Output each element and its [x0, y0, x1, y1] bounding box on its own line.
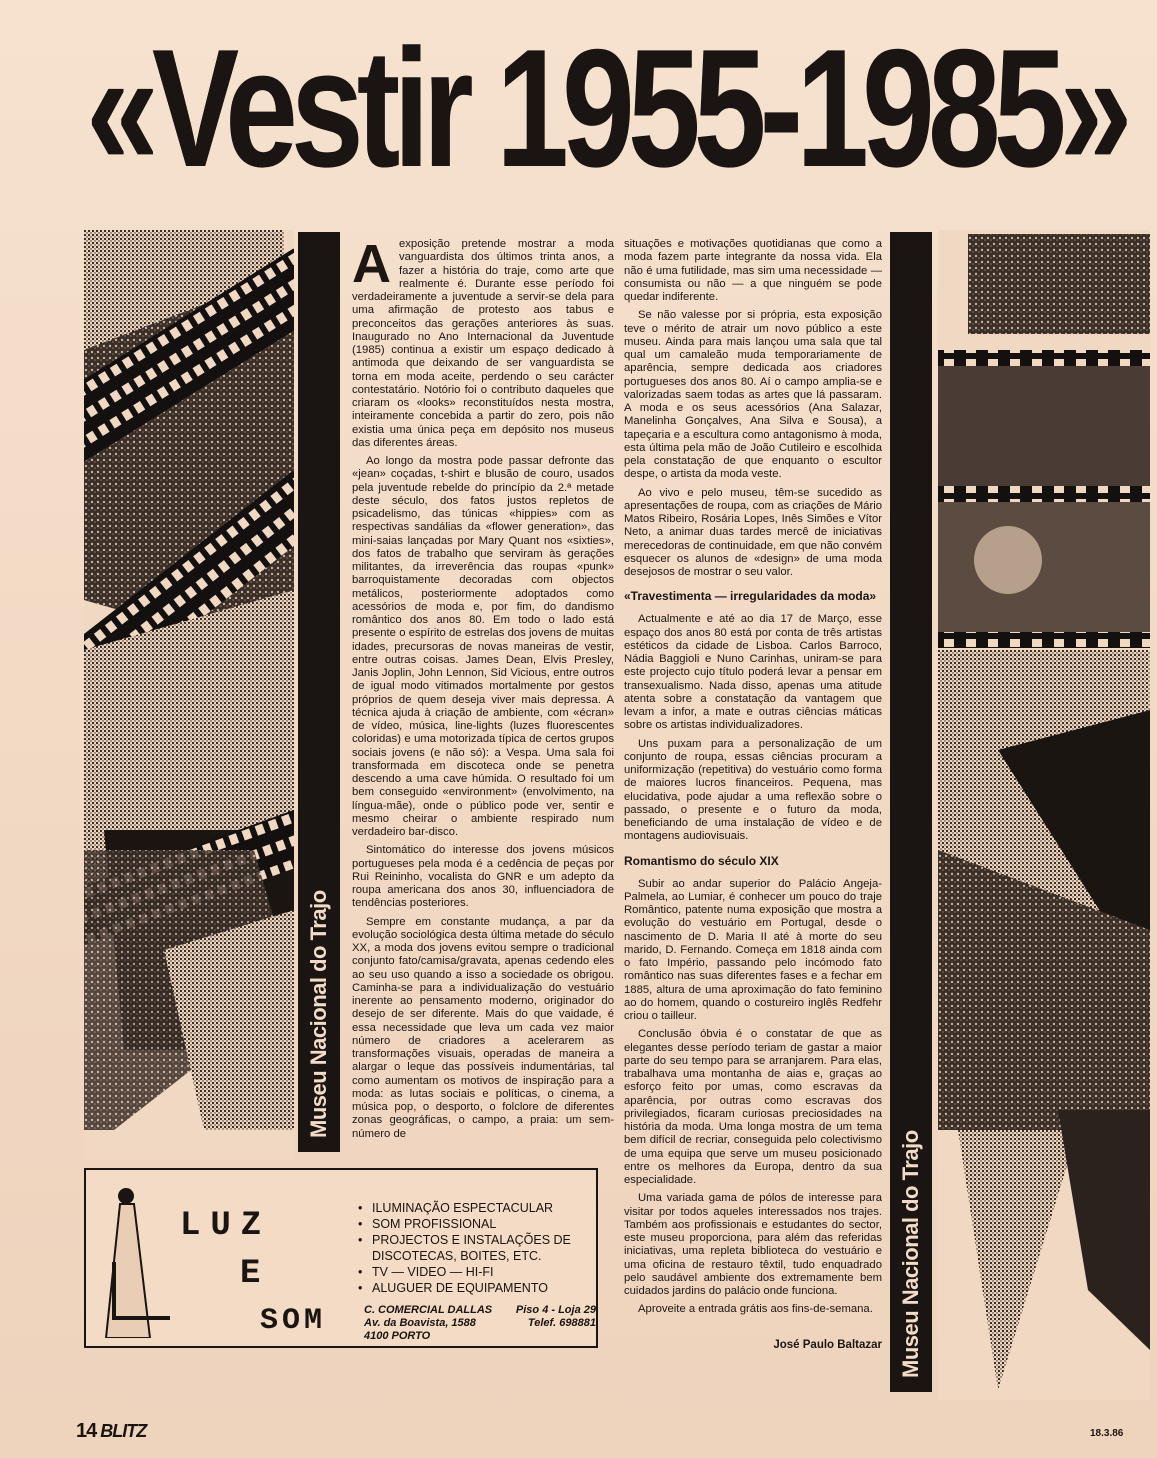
sidebar-label-left [298, 232, 340, 1152]
luz-e-som-logo [100, 1178, 350, 1338]
page-footer [76, 1420, 146, 1443]
subheading: Romantismo do século XIX [624, 853, 779, 868]
ad-service-item: • TV — VIDEO — HI-FI [358, 1264, 598, 1280]
svg-text:SOM: SOM [260, 1304, 327, 1338]
ad-address-line: 4100 PORTO [364, 1330, 431, 1342]
ad-service-item: • PROJECTOS E INSTALAÇÕES DE DISCOTECAS, BOITES, ETC. [358, 1232, 598, 1264]
ad-address-line: Av. da Boavista, 1588 [364, 1317, 476, 1329]
page-number: 14 [76, 1420, 97, 1442]
sidebar-label-text: Museu Nacional do Trajo [898, 1130, 923, 1378]
article-paragraph: Sempre em constante mudança, a par da evolução sociológica desta última metade do século XX, a moda dos jovens evitou sempre o tradicional conjunto fato/camisa/gravata, apenas cedendo eles ao seu uso quando a isso a sociedade os obrigou. Caminha-se para a individualização do vestuário inerente ao pensamento moderno, originador do desejo de ser diferente. Mais do que vaidade, é essa necessidade que leva um cada vez maior número de criadores a acelerarem as transformações visuais, operadas de maneira a alargar o leque das possíveis indumentárias, tal como aumentam os motivos de inspiração para a moda: as lutas sociais e políticas, o cinema, a música pop, o desporto, o folclore de diferentes zonas geográficas, o campo, a praia: um sem-número de [352, 915, 614, 1140]
article-paragraph: Actualmente e até ao dia 17 de Março, esse espaço dos anos 80 está por conta de três artistas estéticos da cidade de Lisboa. Carlos Barroco, Nádia Baggioli e Nuno Carinhas, uniram-se para este projecto cujo título poderá levar a pensar em transexualismo. Nada disso, apenas uma atitude atenta sobre a constatação da vantagem que levam a infor, a mate e outras ciências máticas sobre os artistas individualizadores. [624, 613, 882, 732]
drop-cap: A [352, 234, 391, 294]
svg-text:LUZ: LUZ [180, 1207, 272, 1245]
sidebar-label-right [890, 232, 932, 1392]
svg-text:E: E [240, 1255, 261, 1293]
ad-address-line: Telef. 698881 [527, 1317, 596, 1329]
subheading: «Travestimenta — irregularidades da moda» [624, 589, 877, 604]
article-paragraph: Subir ao andar superior do Palácio Angeja-Palmela, ao Lumiar, é conhecer um pouco do traje Romântico, patente numa exposição que mostra a evolução do vestuário em Portugal, desde o nascimento de D. Maria II até à morte do seu marido, D. Fernando. Começa em 1818 ainda com o fato Império, passando pelo incómodo fato romântico nas suas diferentes fases e a fechar em 1885, altura de uma aproximação do fato feminino ao do homem, quando o costureiro inglês Redfehr criou o tailleur. [624, 877, 882, 1022]
signature: José Paulo Baltazar [773, 1338, 882, 1351]
article-paragraph: Ao longo da mostra pode passar defronte das «jean» coçadas, t-shirt e blusão de couro, usados pela juventude rebelde do princípio da 2.ª metade deste século, dos fatos justos repletos de psicadelismo, das túnicas «hippies» com as respectivas sandálias da «flower generation», das mini-saias lançadas por Mary Quant nos «sixties», dos fatos de trabalho que serviram às gerações militantes, da irreverência das roupas «punk» barroquistamente decoradas com objectos metálicos, posteriormente adoptados como acessórios de moda e, por fim, do dandismo romântico dos anos 80. Em todo o lado está presente o espírito de estrelas dos jovens de muitas idades, precursoras de novas maneiras de vestir, entre outras coisas. James Dean, Elvis Presley, Janis Joplin, John Lennon, Sid Vicious, entre outros de igual modo vitimados mortalmente por gestos próprios de quem deseja viver mais depressa. A técnica ajuda à criação de ambiente, com «écran» de vídeo, música, line-lights (luzes fluorescentes coloridas) e uma motorizada típica de certos grupos sociais jovens (e não só): a Vespa. Uma sala foi transformada em discoteca onde se penetra descendo a uma cave húmida. O resultado foi um bem conseguido «environment» (envolvimento, na língua-mãe), onde o público pode ver, sentir e mesmo cheirar o ambiente respirado num verdadeiro bar-disco. [352, 455, 614, 838]
article-column-2 [624, 238, 882, 1352]
publication-name: BLITZ [100, 1421, 147, 1441]
left-collage-art [84, 230, 294, 1160]
article-paragraph: Aproveite a entrada grátis aos fins-de-semana. [638, 1303, 873, 1316]
ad-service-item: • ALUGUER DE EQUIPAMENTO [358, 1280, 598, 1296]
sidebar-label-text: Museu Nacional do Trajo [306, 890, 331, 1138]
article-paragraph: Aexposição pretende mostrar a moda vanguardista dos últimos trinta anos, a fazer a história do traje, como arte que realmente é. Durante esse período foi verdadeiramente a juventude a servir-se dela para uma afirmação de protesto aos tabus e preconceitos das gerações anteriores às suas. Inaugurado no Ano Internacional da Juventude (1985) continua a existir um espaço dedicado à antimoda que deixando de ser vanguardista se torna em moda aceite, perdendo o seu carácter contestatário. Notório foi o contributo daqueles que criaram os «looks» reconstituídos nesta mostra, inteiramente concebida a partir do zero, pois não existia uma única peça em depósito nos museus das diferentes áreas. [352, 234, 614, 449]
ad-address-line: C. COMERCIAL DALLAS [364, 1304, 493, 1316]
article-paragraph: Ao vivo e pelo museu, têm-se sucedido as apresentações de roupa, com as criações de Mário Matos Ribeiro, Rosária Lopes, Inês Simões e Vítor Neto, a animar duas tardes mercê de iniciativas merecedoras de continuidade, em que não convém esquecer os alunos de «design» de uma moda desejosos de mostrar o seu valor. [624, 486, 882, 578]
article-paragraph: Se não valesse por si própria, esta exposição teve o mérito de atrair um novo público a este museu. Ainda para mais lançou uma sala que tal qual um camaleão muda temporariamente de aparência, sempre dedicada aos criadores portugueses dos anos 80. Aí o campo amplia-se e valorizadas saem todas as artes que lá passaram. A moda e os seus acessórios (Ana Salazar, Manelinha Gonçalves, Ana Silva e Sousa), a tapeçaria e a escultura como antagonismo à moda, esta última pela mão de João Cutileiro e escolhida pela constatação de que enquanto o escultor despe, o artista da moda veste. [624, 309, 882, 481]
article-paragraph: Uma variada gama de pólos de interesse para visitar por todos aqueles interessados nos trajes. Também aos profissionais e estudantes do sector, este museu proporciona, para além das referidas iniciativas, uma repleta biblioteca do vestuário e uma oficina de restauro têxtil, tudo enquadrado pelo saudável ambiente dos extremamente bem cuidados jardins do palácio onde funciona. [624, 1192, 882, 1297]
headline: «Vestir 1955-1985» [86, 14, 1126, 202]
ad-address-line: Piso 4 - Loja 29 [515, 1304, 596, 1316]
ad-services-list [358, 1200, 598, 1296]
article-paragraph: situações e motivações quotidianas que como a moda fazem parte integrante da nossa vida. Ela não é uma futilidade, mas sim uma necessidade — consumista ou não — a que ninguém se pode quedar indiferente. [624, 238, 882, 303]
article-paragraph: Conclusão óbvia é o constatar de que as elegantes desse período teriam de gastar a maior parte do seu tempo para se arranjarem. Para elas, trabalhava uma montanha de aias e, graças ao esforço feito por umas, como escravas da aparência, por outras como escravas dos privilegiados, ficaram curiosas preciosidades na história da moda. Uma longa mostra de um tema bem difícil de recriar, conseguida pelo colectivismo de uma equipa que serve um museu posicionado entre os melhores da Europa, dentro da sua especialidade. [624, 1028, 882, 1186]
article-paragraph: Uns puxam para a personalização de um conjunto de roupa, essas ciências procuram a uniformização (repetitiva) do vestuário como forma de maiores lucros financeiros. Pequena, mas elucidativa, pode ajudar a uma reflexão sobre o passado, o presente e o futuro da moda, beneficiando de uma instalação de vídeo e de montagens audiovisuais. [624, 737, 882, 843]
ad-address [364, 1304, 596, 1343]
right-collage-art [938, 230, 1150, 1400]
ad-service-item: • SOM PROFISSIONAL [358, 1216, 598, 1232]
article-column-1 [352, 234, 614, 1146]
ad-service-item: • ILUMINAÇÃO ESPECTACULAR [358, 1200, 598, 1216]
advertisement-box [84, 1168, 598, 1348]
article-paragraph: Sintomático do interesse dos jovens músicos portugueses pela moda é a cedência de peças por Rui Reininho, vocalista do GNR e um adepto da roupa americana dos anos 30, influenciadora de tendências posteriores. [352, 844, 614, 910]
issue-date: 18.3.86 [1090, 1428, 1124, 1439]
